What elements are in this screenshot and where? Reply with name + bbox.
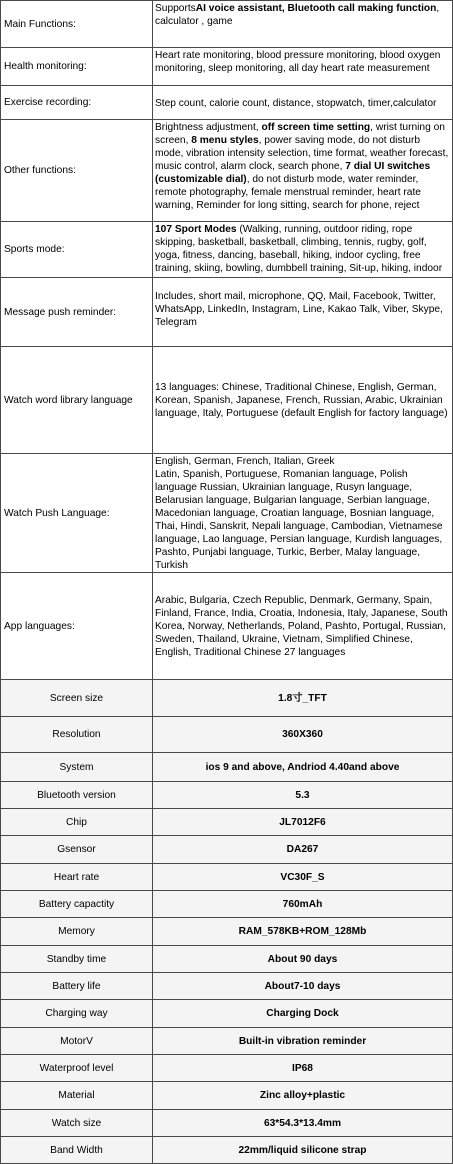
spec-label: System [1, 753, 153, 782]
spec-row [1, 973, 453, 1000]
spec-row [1, 753, 453, 782]
spec-label: Gsensor [1, 836, 153, 864]
spec-row [1, 1137, 453, 1164]
feature-row-word-library [1, 347, 453, 454]
spec-value: VC30F_S [153, 864, 453, 891]
feature-value: Arabic, Bulgaria, Czech Republic, Denmark, Germany, Spain, Finland, France, India, Croatia, Indonesia, Italy, Japanese, South Korea, Norway, Netherlands, Poland, Pashto, Portugal, Russian, Sweden, Thailand, Ukraine, Vietnam, Simplified Chinese, English, Traditional Chinese 27 languages [153, 573, 453, 680]
spec-label: Bluetooth version [1, 782, 153, 809]
spec-label: Material [1, 1082, 153, 1110]
feature-label: Other functions: [1, 120, 153, 222]
spec-value: DA267 [153, 836, 453, 864]
feature-row-sports-mode [1, 222, 453, 278]
spec-label: Battery capactity [1, 891, 153, 918]
spec-label: Battery life [1, 973, 153, 1000]
feature-value: Heart rate monitoring, blood pressure monitoring, blood oxygen monitoring, sleep monitoring, all day heart rate measurement [153, 48, 453, 86]
feature-value: 107 Sport Modes (Walking, running, outdoor riding, rope skipping, basketball, basketball, climbing, tennis, rugby, golf, yoga, fitness, dancing, baseball, hiking, indoor cycling, free training, skiing, bowling, dumbbell training, Sit-up, hiking, indoor [153, 222, 453, 278]
feature-label: Message push reminder: [1, 278, 153, 347]
spec-value: 63*54.3*13.4mm [153, 1110, 453, 1137]
feature-label: Sports mode: [1, 222, 153, 278]
spec-row [1, 864, 453, 891]
spec-value: Charging Dock [153, 1000, 453, 1028]
spec-label: Memory [1, 918, 153, 946]
spec-value: 1.8寸_TFT [153, 680, 453, 717]
spec-value: About 90 days [153, 946, 453, 973]
spec-label: Standby time [1, 946, 153, 973]
spec-label: Waterproof level [1, 1055, 153, 1082]
spec-value: 760mAh [153, 891, 453, 918]
spec-value: Built-in vibration reminder [153, 1028, 453, 1055]
spec-value: IP68 [153, 1055, 453, 1082]
spec-label: Heart rate [1, 864, 153, 891]
spec-row [1, 717, 453, 753]
spec-row [1, 809, 453, 836]
spec-value: ios 9 and above, Andriod 4.40and above [153, 753, 453, 782]
feature-section [1, 1, 453, 680]
spec-label: Resolution [1, 717, 153, 753]
spec-row [1, 680, 453, 717]
feature-value: English, German, French, Italian, Greek Latin, Spanish, Portuguese, Romanian language, Polish language Russian, Ukrainian language, Rusyn language, Belarusian language, Bulgarian language, Serbian language, Macedonian language, Croatian language, Bosnian language, Thai, Hindi, Sanskrit, Nepali language, Cambodian, Vietnamese language, Lao language, Persian language, Kurdish languages, Pashto, Punjabi language, Turkic, Berber, Malay language, Turkish [153, 454, 453, 573]
feature-label: Watch word library language [1, 347, 153, 454]
spec-row [1, 1082, 453, 1110]
feature-row-other-functions [1, 120, 453, 222]
spec-label: Screen size [1, 680, 153, 717]
feature-row-exercise-recording [1, 86, 453, 120]
spec-label: Band Width [1, 1137, 153, 1164]
feature-label: Watch Push Language: [1, 454, 153, 573]
spec-label: MotorV [1, 1028, 153, 1055]
feature-value: 13 languages: Chinese, Traditional Chinese, English, German, Korean, Spanish, Japanese, French, Russian, Arabic, Ukrainian language, Italy, Portuguese (default English for factory language) [153, 347, 453, 454]
spec-section [1, 680, 453, 1164]
spec-value: RAM_578KB+ROM_128Mb [153, 918, 453, 946]
spec-row [1, 946, 453, 973]
spec-row [1, 1110, 453, 1137]
spec-label: Chip [1, 809, 153, 836]
feature-label: Health monitoring: [1, 48, 153, 86]
spec-row [1, 836, 453, 864]
feature-value: SupportsAI voice assistant, Bluetooth call making function, calculator , game [153, 1, 453, 48]
feature-row-health-monitoring [1, 48, 453, 86]
feature-row-push-language [1, 454, 453, 573]
feature-value: Brightness adjustment, off screen time setting, wrist turning on screen, 8 menu styles, power saving mode, do not disturb mode, vibration intensity selection, time format, weather forecast, music control, alarm clock, search phone, 7 dial UI switches (customizable dial), do not disturb mode, water reminder, remote photography, female menstrual reminder, heart rate warning, Reminder for long sitting, search for phone, reject [153, 120, 453, 222]
feature-row-main-functions [1, 1, 453, 48]
spec-value: JL7012F6 [153, 809, 453, 836]
spec-value: About7-10 days [153, 973, 453, 1000]
feature-value: Includes, short mail, microphone, QQ, Mail, Facebook, Twitter, WhatsApp, LinkedIn, Instagram, Line, Kakao Talk, Viber, Skype, Telegram [153, 278, 453, 347]
spec-row [1, 918, 453, 946]
feature-value: Step count, calorie count, distance, stopwatch, timer,calculator [153, 86, 453, 120]
feature-label: Exercise recording: [1, 86, 153, 120]
spec-value: Zinc alloy+plastic [153, 1082, 453, 1110]
spec-label: Charging way [1, 1000, 153, 1028]
spec-row [1, 782, 453, 809]
spec-row [1, 1000, 453, 1028]
spec-label: Watch size [1, 1110, 153, 1137]
spec-row [1, 1055, 453, 1082]
spec-value: 22mm/liquid silicone strap [153, 1137, 453, 1164]
feature-row-message-push [1, 278, 453, 347]
spec-value: 5.3 [153, 782, 453, 809]
spec-row [1, 1028, 453, 1055]
spec-value: 360X360 [153, 717, 453, 753]
feature-label: App languages: [1, 573, 153, 680]
feature-row-app-languages [1, 573, 453, 680]
spec-row [1, 891, 453, 918]
feature-label: Main Functions: [1, 1, 153, 48]
